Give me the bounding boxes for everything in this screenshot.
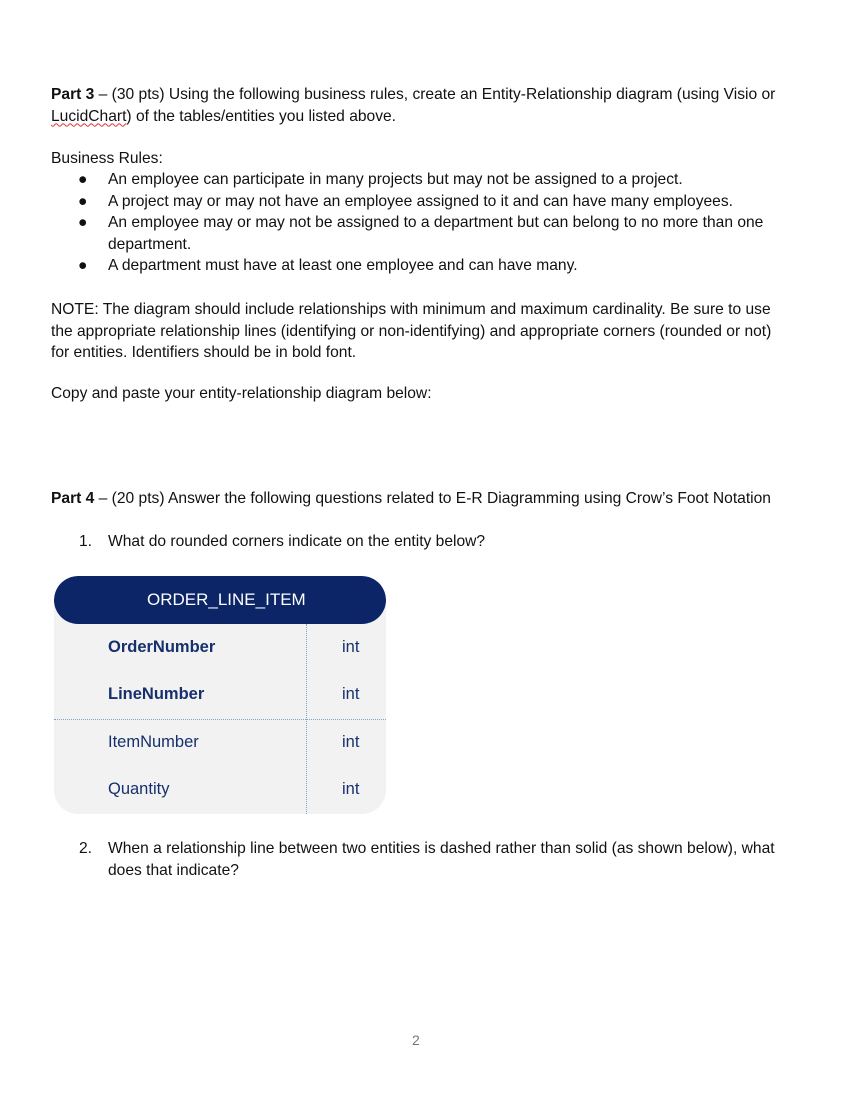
business-rules-list (51, 169, 791, 277)
page-number: 2 (412, 1032, 420, 1048)
attribute-type: int (342, 780, 360, 798)
key-divider (54, 719, 386, 720)
rule-text: An employee may or may not be assigned to a department but can belong to no more than one department. (108, 214, 764, 253)
part3-label: Part 3 (51, 86, 95, 103)
entity-order-line-item (54, 576, 386, 814)
list-item (51, 212, 791, 255)
note-paragraph: NOTE: The diagram should include relationships with minimum and maximum cardinality. Be sure to use the appropriate relationship lines (identifying or non-identifying) and appropriate corners (rounded or not) for entities. Identifiers should be in bold font. (51, 301, 772, 361)
bullet-icon: ● (78, 192, 88, 210)
rule-text: A department must have at least one employee and can have many. (108, 257, 578, 274)
list-item (51, 169, 791, 191)
attribute-name: Quantity (108, 780, 170, 798)
attribute-type: int (342, 638, 360, 656)
question-number: 2. (79, 840, 93, 857)
list-item (51, 531, 791, 553)
misspelled-word: LucidChart (51, 107, 127, 125)
question-list-1 (51, 531, 791, 553)
attribute-type: int (342, 685, 360, 703)
copy-paste-instruction: Copy and paste your entity-relationship diagram below: (51, 385, 432, 402)
part4-text: – (20 pts) Answer the following questions related to E-R Diagramming using Crow’s Foot Notation (94, 490, 771, 507)
question-text: What do rounded corners indicate on the entity below? (108, 533, 486, 550)
attribute-name-primary-key: OrderNumber (108, 638, 216, 656)
list-item (51, 838, 791, 881)
part3-text-end: ) of the tables/entities you listed above. (126, 107, 397, 125)
part4-label: Part 4 (51, 490, 95, 507)
bullet-icon: ● (78, 214, 88, 231)
business-rules-heading: Business Rules: (51, 150, 163, 167)
entity-name: ORDER_LINE_ITEM (147, 590, 306, 609)
question-text: When a relationship line between two entities is dashed rather than solid (as shown below), what does that indicate? (108, 840, 775, 879)
question-list-2 (51, 838, 791, 881)
attribute-name: ItemNumber (108, 733, 199, 751)
bullet-icon: ● (78, 171, 88, 188)
entity-header (54, 576, 386, 624)
question-number: 1. (79, 533, 93, 550)
list-item (51, 191, 791, 213)
part4-paragraph (51, 488, 791, 510)
bullet-icon: ● (78, 257, 88, 274)
rule-text: A project may or may not have an employee assigned to it and can have many employees. (108, 192, 733, 210)
attribute-name-primary-key: LineNumber (108, 685, 205, 703)
rule-text: An employee can participate in many projects but may not be assigned to a project. (108, 171, 683, 188)
list-item (51, 255, 791, 277)
part3-text: – (30 pts) Using the following business rules, create an Entity-Relationship diagram (using Visio or (94, 86, 776, 103)
attribute-type: int (342, 733, 360, 751)
part3-paragraph (51, 84, 791, 127)
